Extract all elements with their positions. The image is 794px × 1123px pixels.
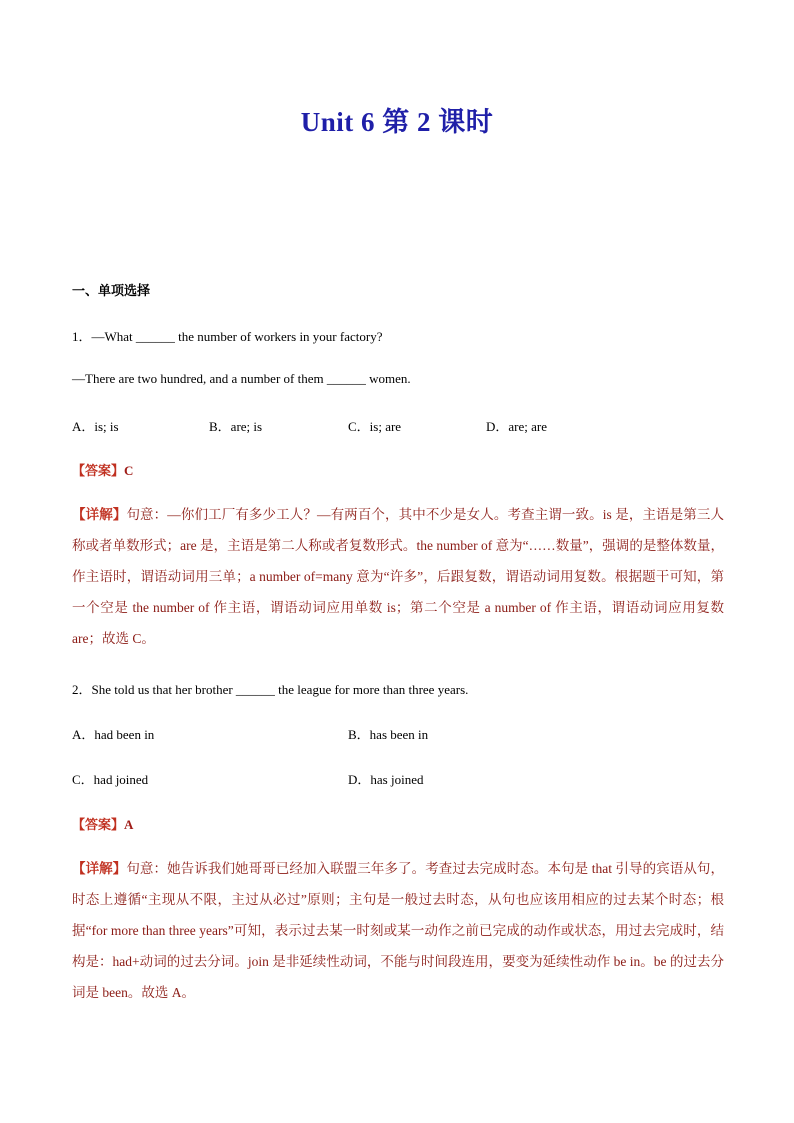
- question-1-option-d: D．are; are: [486, 419, 547, 434]
- question-1-option-c: C．is; are: [348, 419, 402, 434]
- question-2-option-b: B．has been in: [348, 727, 429, 742]
- question-2-explanation: [72, 853, 724, 1008]
- page-title: Unit 6 第 2 课时: [300, 107, 494, 137]
- question-1-option-b: B．are; is: [209, 419, 263, 434]
- section-heading: 一、单项选择: [72, 283, 151, 298]
- question-2-option-d: D．has joined: [348, 772, 424, 787]
- answer-label: 【答案】: [72, 463, 125, 478]
- answer-value: A: [124, 817, 134, 832]
- question-2-stem: 2．She told us that her brother ______ the league for more than three years.: [72, 682, 469, 697]
- answer-value: C: [124, 463, 134, 478]
- explanation-text: 句意：她告诉我们她哥哥已经加入联盟三年多了。考查过去完成时态。本句是 that 引导的宾语从句，时态上遵循“主现从不限，主过从必过”原则；主句是一般过去时态，从句也应该用相应的过去某个时态；根据“for more than three years”可知，表示过去某一时刻或某一动作之前已完成的动作或状态，用过去完成时，结构是：had+动词的过去分词。join 是非延续性动词，不能与时间段连用，要变为延续性动作 be in。be 的过去分词是 been。故选 A。: [72, 861, 724, 1000]
- question-1-explanation: [72, 499, 724, 654]
- explanation-label: 【详解】: [72, 507, 127, 522]
- question-1-reply: —There are two hundred, and a number of them ______ women.: [72, 371, 411, 386]
- question-2-answer: [72, 814, 133, 833]
- question-2-option-a: A．had been in: [72, 727, 155, 742]
- explanation-label: 【详解】: [72, 861, 127, 876]
- question-2-option-c: C．had joined: [72, 772, 149, 787]
- question-1-option-a: A．is; is: [72, 419, 119, 434]
- question-1-stem: 1．—What ______ the number of workers in your factory?: [72, 329, 383, 344]
- explanation-text: 句意：—你们工厂有多少工人？—有两百个，其中不少是女人。考查主谓一致。is 是，主语是第三人称或者单数形式；are 是，主语是第二人称或者复数形式。the number of 意为“……数量”，强调的是整体数量，作主语时，谓语动词用三单；a number of=many 意为“许多”，后跟复数，谓语动词用复数。根据题干可知，第一个空是 the number of 作主语，谓语动词应用单数 is；第二个空是 a number of 作主语，谓语动词应用复数 are；故选 C。: [72, 507, 724, 646]
- question-1-answer: [72, 460, 133, 479]
- answer-label: 【答案】: [72, 817, 125, 832]
